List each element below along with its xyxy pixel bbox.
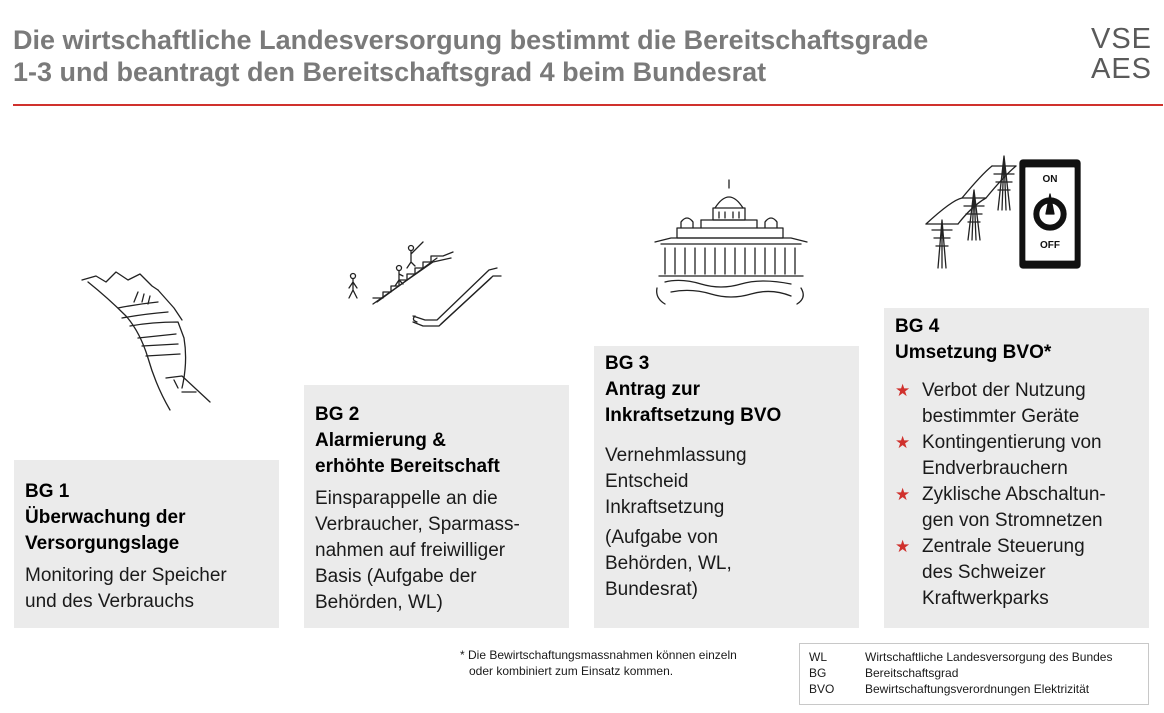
stage-code: BG 3 — [605, 353, 650, 374]
stage-body-line: Entscheid — [605, 471, 689, 492]
stage-title-line: Inkraftsetzung BVO — [605, 405, 782, 426]
stage-body-line: und des Verbrauchs — [25, 591, 195, 612]
legend-row — [809, 649, 1148, 665]
stage-card-bg2 — [304, 385, 569, 628]
legend-text: Wirtschaftliche Landesversorgung des Bundes — [865, 650, 1113, 664]
logo-bottom: AES — [1091, 53, 1153, 85]
stage-body-line: Verbraucher, Sparmass- — [315, 514, 520, 535]
legend-row — [809, 665, 1148, 681]
power-pylons-switch-icon — [922, 150, 1082, 275]
title-line-2: 1-3 und beantragt den Bereitschaftsgrad 4 beim Bundesrat — [13, 57, 767, 87]
stage-body-line: Bundesrat) — [605, 579, 698, 600]
switch-off-label: OFF — [1040, 240, 1060, 251]
stage-body-line: nahmen auf freiwilliger — [315, 540, 506, 561]
list-item-line: gen von Stromnetzen — [922, 510, 1103, 531]
switch-on-label: ON — [1042, 174, 1058, 185]
measure-list — [895, 378, 1149, 612]
stage-card-bg1 — [14, 460, 279, 628]
stage-title-line: Umsetzung BVO* — [895, 342, 1052, 363]
list-item — [895, 534, 1149, 612]
stage-body-line: Basis (Aufgabe der — [315, 566, 477, 587]
mountain-reservoir-dam-icon — [78, 268, 223, 418]
legend-text: Bereitschaftsgrad — [865, 666, 959, 680]
stage-title — [315, 402, 569, 480]
stage-title-line: Antrag zur — [605, 379, 700, 400]
stage-body-line: Monitoring der Speicher — [25, 565, 227, 586]
stage-body-line: Vernehmlassung — [605, 445, 747, 466]
stage-title-line: Versorgungslage — [25, 533, 180, 554]
stage-title — [605, 351, 859, 429]
stage-card-bg4 — [884, 308, 1149, 628]
footnote-line: * Die Bewirtschaftungsmassnahmen können einzeln — [460, 648, 737, 662]
list-item-line: des Schweizer — [922, 562, 1046, 583]
stage-body-line: Inkraftsetzung — [605, 497, 725, 518]
list-item — [895, 378, 1149, 430]
legend-abbr: BG — [809, 666, 827, 680]
footnote — [460, 647, 790, 679]
stage-title-line: erhöhte Bereitschaft — [315, 456, 500, 477]
stage-body — [315, 486, 569, 616]
legend-abbr: BVO — [809, 682, 835, 696]
star-bullet-icon: ★ — [895, 433, 911, 452]
list-item-line: Kraftwerkparks — [922, 588, 1049, 609]
stage-title — [895, 314, 1149, 366]
list-item-line: Zentrale Steuerung — [922, 536, 1085, 557]
title-line-1: Die wirtschaftliche Landesversorgung bestimmt die Bereitschaftsgrade — [13, 25, 929, 55]
page-title — [13, 24, 1013, 88]
logo-top: VSE — [1091, 23, 1153, 55]
stage-body-line: Behörden, WL, — [605, 553, 732, 574]
star-bullet-icon: ★ — [895, 537, 911, 556]
footnote-line: oder kombiniert zum Einsatz kommen. — [469, 664, 674, 678]
header-divider — [13, 104, 1163, 106]
list-item-line: Endverbrauchern — [922, 458, 1068, 479]
stage-body-line: (Aufgabe von — [605, 527, 719, 548]
star-bullet-icon: ★ — [895, 485, 911, 504]
stage-card-bg3 — [594, 346, 859, 628]
stage-code: BG 4 — [895, 316, 940, 337]
list-item — [895, 430, 1149, 482]
stage-body-line: Einsparappelle an die — [315, 488, 498, 509]
stage-body-note — [605, 525, 859, 603]
legend-row — [809, 681, 1148, 697]
stairs-and-escalator-icon — [343, 236, 503, 336]
stage-title — [25, 479, 279, 557]
star-bullet-icon: ★ — [895, 381, 911, 400]
list-item — [895, 482, 1149, 534]
list-item-line: Zyklische Abschaltun- — [922, 484, 1106, 505]
list-item-line: bestimmter Geräte — [922, 406, 1080, 427]
legend-text: Bewirtschaftungsverordnungen Elektrizität — [865, 682, 1090, 696]
abbreviation-legend — [799, 643, 1149, 705]
federal-palace-icon — [651, 178, 811, 308]
stage-code: BG 2 — [315, 404, 360, 425]
stage-code: BG 1 — [25, 481, 70, 502]
vse-aes-logo — [1091, 24, 1151, 88]
legend-abbr: WL — [809, 650, 827, 664]
list-item-line: Kontingentierung von — [922, 432, 1102, 453]
stage-body — [605, 443, 859, 521]
stage-title-line: Überwachung der — [25, 507, 186, 528]
stage-body — [25, 563, 279, 615]
list-item-line: Verbot der Nutzung — [922, 380, 1086, 401]
stage-body-line: Behörden, WL) — [315, 592, 443, 613]
stage-title-line: Alarmierung & — [315, 430, 446, 451]
